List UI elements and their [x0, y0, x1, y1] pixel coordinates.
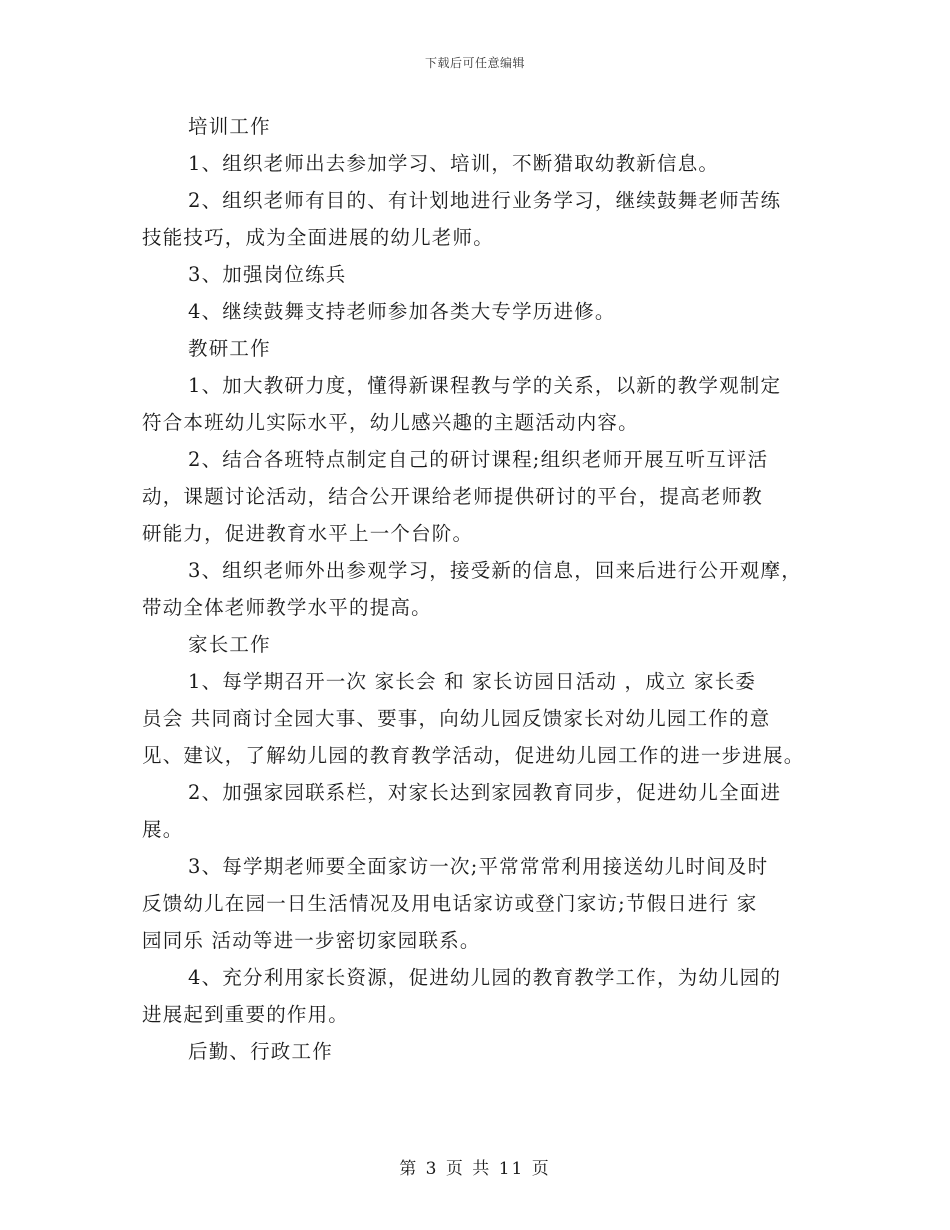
- text-line: 动，课题讨论活动，结合公开课给老师提供研讨的平台，提高老师教: [142, 485, 764, 508]
- document-body: [142, 108, 822, 1070]
- text-line: 反馈幼儿在园一日生活情况及用电话家访或登门家访;节假日进行 家: [142, 892, 758, 915]
- text-line: 1、组织老师出去参加学习、培训，不断猎取幼教新信息。: [188, 152, 720, 175]
- text-line: 园同乐 活动等进一步密切家园联系。: [142, 929, 481, 952]
- text-line: 3、组织老师外出参观学习，接受新的信息，回来后进行公开观摩，: [188, 559, 802, 582]
- text-line: 2、组织老师有目的、有计划地进行业务学习，继续鼓舞老师苦练: [188, 189, 782, 212]
- text-line: 4、充分利用家长资源，促进幼儿园的教育教学工作，为幼儿园的: [188, 966, 782, 989]
- text-line: 展。: [142, 818, 184, 841]
- header-note: 下载后可任意编辑: [424, 56, 525, 70]
- text-line: 3、每学期老师要全面家访一次;平常常常利用接送幼儿时间及时: [188, 855, 769, 878]
- text-line: 家长工作: [188, 633, 271, 656]
- text-line: 培训工作: [188, 115, 271, 138]
- text-line: 3、加强岗位练兵: [188, 263, 347, 286]
- text-line: 带动全体老师教学水平的提高。: [142, 596, 432, 619]
- text-line: 1、加大教研力度，懂得新课程教与学的关系，以新的教学观制定: [188, 374, 782, 397]
- text-line: 1、每学期召开一次 家长会 和 家长访园日活动 ，成立 家长委: [188, 670, 757, 693]
- text-line: 后勤、行政工作: [188, 1040, 333, 1063]
- text-line: 教研工作: [188, 337, 271, 360]
- text-line: 进展起到重要的作用。: [142, 1003, 350, 1026]
- text-line: 2、加强家园联系栏，对家长达到家园教育同步，促进幼儿全面进: [188, 781, 782, 804]
- text-line: 见、建议，了解幼儿园的教育教学活动，促进幼儿园工作的进一步进展。: [142, 744, 805, 767]
- text-line: 2、结合各班特点制定自己的研讨课程;组织老师开展互听互评活: [188, 448, 769, 471]
- text-line: 员会 共同商讨全园大事、要事，向幼儿园反馈家长对幼儿园工作的意: [142, 707, 771, 730]
- text-line: 研能力，促进教育水平上一个台阶。: [142, 522, 474, 545]
- page-footer: 第 3 页 共 11 页: [399, 1159, 551, 1179]
- text-line: 技能技巧，成为全面进展的幼儿老师。: [142, 226, 494, 249]
- text-line: 符合本班幼儿实际水平，幼儿感兴趣的主题活动内容。: [142, 411, 639, 434]
- text-line: 4、继续鼓舞支持老师参加各类大专学历进修。: [188, 300, 616, 323]
